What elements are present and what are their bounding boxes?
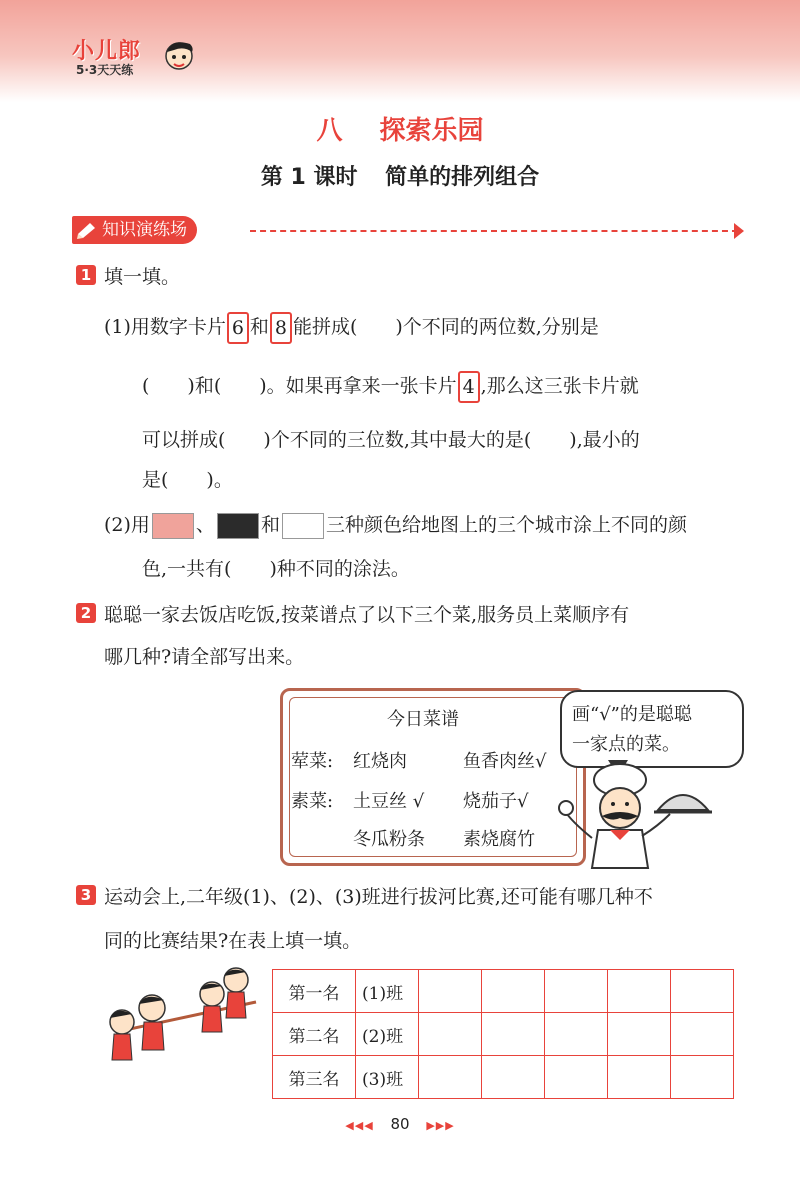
menu-meat-label: 荤菜: [291, 751, 334, 772]
answer-cell[interactable] [608, 1056, 671, 1099]
section-arrow-icon [734, 223, 744, 239]
digit-card: 6 [227, 312, 249, 344]
menu-item: 烧茄子√ [463, 791, 529, 812]
q1-text: 能拼成( )个不同的两位数,分别是 [292, 316, 599, 338]
table-row [273, 1013, 734, 1056]
logo-title: 小儿郎 [72, 39, 142, 64]
answer-cell[interactable] [419, 970, 482, 1013]
section-label: 知识演练场 [72, 216, 197, 244]
q1-text: 、 [195, 514, 215, 536]
menu-item: 红烧肉 [353, 751, 407, 772]
q2-line2: 哪几种?请全部写出来。 [104, 646, 305, 668]
results-table [272, 969, 734, 1099]
q1-part2-line1 [104, 510, 687, 539]
menu-veg-label: 素菜: [291, 791, 334, 812]
digit-card: 4 [458, 371, 480, 403]
q1-text: 和 [249, 316, 269, 338]
page-footer [0, 1115, 800, 1133]
boy-mascot-icon [162, 36, 196, 76]
chef-icon [558, 760, 718, 870]
rank-value: (3)班 [356, 1056, 419, 1099]
question-number: 3 [76, 885, 96, 905]
q3-line1: 运动会上,二年级(1)、(2)、(3)班进行拔河比赛,还可能有哪几种不 [104, 886, 653, 908]
bubble-line: 画“√”的是聪聪 [572, 704, 692, 725]
rank-label: 第二名 [273, 1013, 356, 1056]
q3-line2: 同的比赛结果?在表上填一填。 [104, 930, 362, 952]
left-arrows-icon: ◀◀◀ [345, 1119, 374, 1132]
lesson-number: 第 1 课时 [260, 165, 358, 190]
q1-part1-line3: 可以拼成( )个不同的三位数,其中最大的是( ),最小的 [142, 429, 640, 451]
answer-cell[interactable] [608, 970, 671, 1013]
right-arrows-icon: ▶▶▶ [426, 1119, 455, 1132]
menu-item: 素烧腐竹 [463, 829, 535, 850]
answer-cell[interactable] [482, 970, 545, 1013]
q1-text: 三种颜色给地图上的三个城市涂上不同的颜 [325, 514, 687, 536]
q1-part1-line2 [142, 371, 639, 403]
rank-value: (2)班 [356, 1013, 419, 1056]
menu-item: 冬瓜粉条 [353, 829, 425, 850]
chapter-number: 八 [316, 116, 343, 146]
q1-part1-line4: 是( )。 [142, 469, 233, 491]
page-number: 80 [390, 1115, 410, 1133]
q2-line1: 聪聪一家去饭店吃饭,按菜谱点了以下三个菜,服务员上菜顺序有 [104, 604, 630, 626]
menu-item: 鱼香肉丝√ [463, 751, 547, 772]
answer-cell[interactable] [545, 1013, 608, 1056]
section-divider [250, 230, 738, 232]
tug-of-war-kids-icon [96, 962, 266, 1092]
question-number: 2 [76, 603, 96, 623]
logo-subtitle: 5·3天天练 [76, 63, 134, 77]
color-swatch-white [282, 513, 324, 539]
q1-part1-line1 [104, 312, 599, 344]
rank-label: 第一名 [273, 970, 356, 1013]
table-row [273, 970, 734, 1013]
brand-logo [70, 34, 200, 84]
q1-text: (1)用数字卡片 [104, 316, 226, 338]
answer-cell[interactable] [419, 1013, 482, 1056]
chapter-title: 探索乐园 [379, 116, 484, 146]
answer-cell[interactable] [482, 1013, 545, 1056]
q1-text: ( )和( )。如果再拿来一张卡片 [142, 375, 457, 397]
question-number: 1 [76, 265, 96, 285]
answer-cell[interactable] [482, 1056, 545, 1099]
menu-item: 土豆丝 √ [353, 791, 425, 812]
answer-cell[interactable] [671, 970, 734, 1013]
rank-label: 第三名 [273, 1056, 356, 1099]
digit-card: 8 [270, 312, 292, 344]
speech-bubble [560, 690, 744, 768]
color-swatch-pink [152, 513, 194, 539]
lesson-title: 简单的排列组合 [385, 165, 540, 190]
answer-cell[interactable] [671, 1013, 734, 1056]
answer-cell[interactable] [608, 1013, 671, 1056]
question-title: 填一填。 [104, 266, 181, 288]
q1-text: 和 [260, 514, 280, 536]
table-row [273, 1056, 734, 1099]
q1-text: (2)用 [104, 514, 150, 536]
bubble-line: 一家点的菜。 [572, 734, 680, 755]
q1-text: ,那么这三张卡片就 [480, 375, 639, 397]
answer-cell[interactable] [419, 1056, 482, 1099]
menu-title: 今日菜谱 [387, 709, 459, 730]
rank-value: (1)班 [356, 970, 419, 1013]
answer-cell[interactable] [545, 1056, 608, 1099]
menu-board [280, 688, 586, 866]
pencil-icon [76, 220, 98, 240]
answer-cell[interactable] [545, 970, 608, 1013]
color-swatch-black [217, 513, 259, 539]
answer-cell[interactable] [671, 1056, 734, 1099]
chapter-heading [0, 110, 800, 147]
lesson-heading [0, 160, 800, 191]
q1-part2-line2: 色,一共有( )种不同的涂法。 [142, 558, 410, 580]
